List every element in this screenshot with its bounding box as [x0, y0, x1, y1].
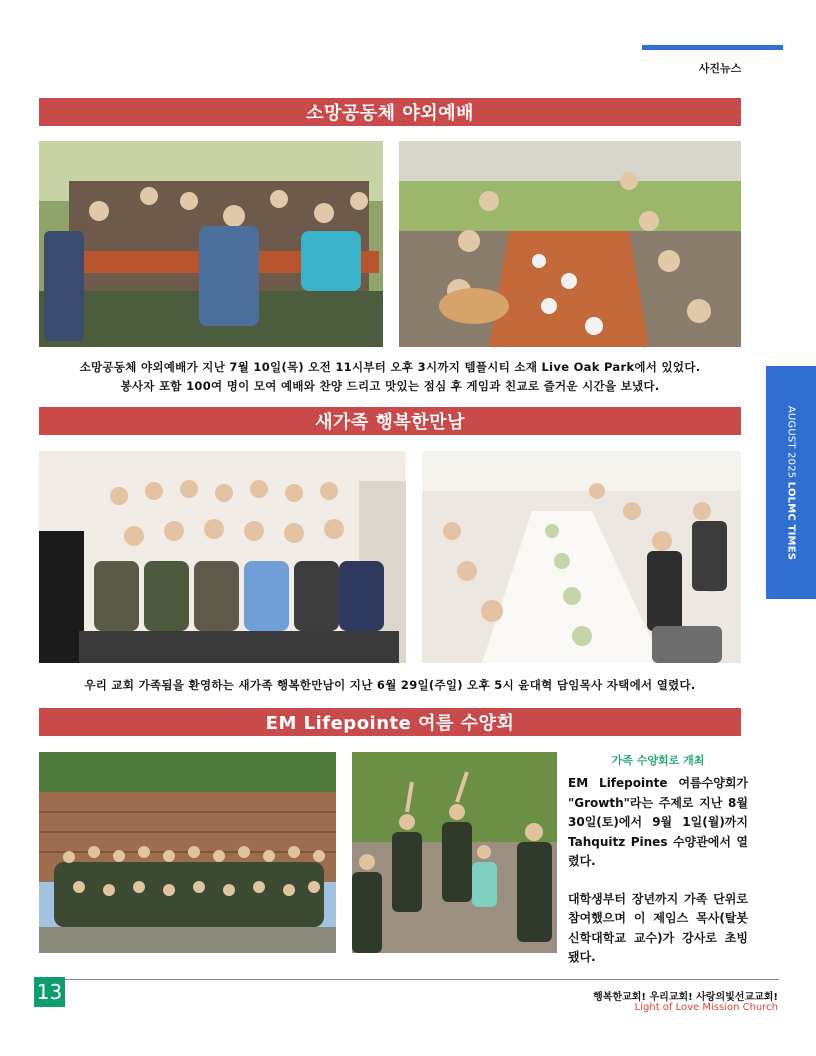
page-number: 13 — [34, 977, 65, 1007]
side-tab-text — [786, 405, 797, 559]
caption-outdoor-worship — [39, 358, 741, 396]
photo-em-retreat-cheer — [352, 752, 557, 953]
header-accent-bar — [642, 45, 783, 50]
photo-new-family-dinner — [422, 451, 741, 663]
caption-line: 소망공동체 야외예배가 지난 7월 10일(목) 오전 11시부터 오후 3시까지 템플시티 소재 Live Oak Park에서 있었다. — [79, 360, 701, 374]
em-retreat-article — [568, 752, 748, 986]
section-title-new-family: 새가족 행복한만남 — [39, 407, 741, 435]
article-subtitle: 가족 수양회로 개최 — [611, 754, 705, 767]
photo-outdoor-worship-lunch — [399, 141, 741, 347]
footer-divider — [65, 979, 779, 980]
photo-new-family-group — [39, 451, 406, 663]
section-title-em-retreat: EM Lifepointe 여름 수양회 — [39, 708, 741, 736]
footer-church-name: Light of Love Mission Church — [634, 1002, 778, 1013]
article-paragraph: EM Lifepointe 여름수양회가 "Growth"라는 주제로 지난 8월 30일(토)에서 9월 1일(월)까지 Tahquitz Pines 수양관에서 열렸다. — [568, 776, 748, 868]
article-paragraph: 대학생부터 장년까지 가족 단위로 참여했으며 이 제임스 목사(탈봇신학대학교 교수)가 강사로 초빙됐다. — [568, 891, 748, 964]
footer-slogan: 행복한교회! 우리교회! 사랑의빛선교교회! — [593, 992, 778, 1003]
photo-em-retreat-group — [39, 752, 336, 953]
issue-date: AUGUST 2025 — [785, 405, 797, 478]
section-title-outdoor-worship: 소망공동체 야외예배 — [39, 98, 741, 126]
side-tab — [766, 366, 816, 599]
publication-name: LOLMC TIMES — [785, 481, 797, 560]
caption-new-family — [39, 676, 741, 695]
caption-line: 우리 교회 가족됨을 환영하는 새가족 행복한만남이 지난 6월 29일(주일) 오후 5시 윤대혁 담임목사 자택에서 열렸다. — [84, 678, 696, 692]
photo-outdoor-worship-praise — [39, 141, 383, 347]
caption-line: 봉사자 포함 100여 명이 모여 예배와 찬양 드리고 맛있는 점심 후 게임과 친교로 즐거운 시간을 보냈다. — [120, 379, 660, 393]
section-label: 사진뉴스 — [698, 62, 742, 75]
